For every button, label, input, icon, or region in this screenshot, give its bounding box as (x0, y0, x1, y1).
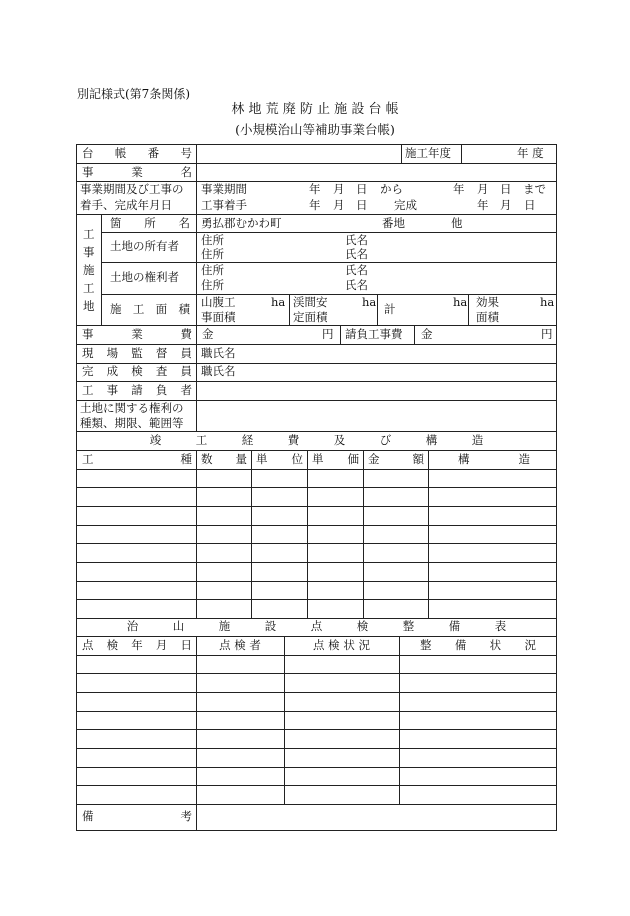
contract-cost-kin: 金 (421, 327, 433, 341)
col-inspection-status: 点 検 状 況 (313, 638, 370, 652)
period-start-year: 年 (309, 182, 321, 196)
supervisor-label: 現 場 監 督 員 (82, 346, 192, 360)
period-start-month: 月 (333, 182, 345, 196)
rights-address-2: 住所 (201, 278, 224, 292)
period-label-2: 着手、完成年月日 (80, 198, 172, 212)
form-note: 別記様式(第7条関係) (77, 87, 190, 101)
contract-cost-label: 請負工事費 (345, 327, 403, 341)
work-year-suffix: 年 度 (517, 146, 544, 160)
form-title: 林 地 荒 廃 防 止 施 設 台 帳 (231, 102, 399, 117)
site-group-char-4: 工 (83, 281, 95, 295)
col-amount: 金 額 (368, 452, 424, 466)
area-effect-label-2: 面積 (476, 310, 499, 324)
period-end-month: 月 (477, 182, 489, 196)
area-stream-label-2: 定面積 (293, 310, 328, 324)
cost-section-title: 竣 工 経 費 及 び 構 造 (149, 433, 484, 447)
period-start-day: 日 (356, 182, 368, 196)
site-group-char-5: 地 (83, 299, 95, 313)
project-cost-label: 事 業 費 (82, 327, 192, 341)
inspection-section-title: 治 山 施 設 点 検 整 備 表 (126, 619, 507, 633)
rights-label-2: 種類、期限、範囲等 (80, 416, 184, 430)
contract-cost-yen: 円 (541, 327, 553, 341)
area-stream-label: 渓間安 (293, 295, 328, 309)
supervisor-value: 職氏名 (201, 346, 236, 360)
area-effect-label: 効果 (476, 295, 499, 309)
work-year-label: 施工年度 (405, 146, 451, 160)
location-label: 箇 所 名 (110, 216, 190, 230)
project-name-label: 事 業 名 (82, 165, 192, 179)
contractor-label: 工 事 請 負 者 (82, 383, 192, 397)
col-work-type: 工 種 (82, 452, 192, 466)
ledger-number-label: 台 帳 番 号 (82, 146, 192, 160)
col-inspector: 点 検 者 (219, 638, 261, 652)
area-hillside-label: 山腹工 (201, 295, 236, 309)
form-subtitle: (小規模治山等補助事業台帳) (235, 122, 395, 137)
site-group-char-1: 工 (83, 227, 95, 241)
kansei-day: 日 (524, 198, 536, 212)
start-month: 月 (333, 198, 345, 212)
start-year: 年 (309, 198, 321, 212)
rights-label-1: 土地に関する権利の (80, 401, 184, 415)
period-made: まで (523, 182, 546, 196)
kansei-month: 月 (500, 198, 512, 212)
owner-name-2: 氏名 (345, 247, 368, 261)
project-cost-kin: 金 (202, 327, 214, 341)
project-cost-yen: 円 (322, 327, 334, 341)
owner-name-1: 氏名 (345, 233, 368, 247)
col-structure: 構 造 (458, 452, 530, 466)
area-label: 施 工 面 積 (110, 302, 190, 316)
site-group-char-3: 施 (83, 263, 95, 277)
col-quantity: 数 量 (201, 452, 247, 466)
inspector-label: 完 成 検 査 員 (82, 364, 192, 378)
start-day: 日 (356, 198, 368, 212)
area-effect-unit: ha (540, 295, 555, 309)
remarks-label: 備 考 (82, 809, 192, 823)
period-end-day: 日 (500, 182, 512, 196)
location-banchi: 番地 (382, 216, 405, 230)
owner-address-2: 住所 (201, 247, 224, 261)
col-inspection-date: 点 検 年 月 日 (82, 638, 192, 652)
col-maintenance-status: 整 備 状 況 (420, 638, 536, 652)
start-line-label: 工事着手 (201, 198, 247, 212)
area-total-unit: ha (453, 295, 468, 309)
rights-name-1: 氏名 (345, 263, 368, 277)
area-total-label: 計 (384, 302, 396, 316)
site-group-char-2: 事 (83, 245, 95, 259)
land-rights-label: 土地の権利者 (110, 270, 179, 284)
rights-address-1: 住所 (201, 263, 224, 277)
inspector-value: 職氏名 (201, 364, 236, 378)
period-kara: から (380, 182, 403, 196)
kansei-year: 年 (477, 198, 489, 212)
area-hillside-label-2: 事面積 (201, 310, 236, 324)
period-label-1: 事業期間及び工事の (80, 182, 184, 196)
area-stream-unit: ha (362, 295, 377, 309)
period-end-year: 年 (453, 182, 465, 196)
land-owner-label: 土地の所有者 (110, 239, 179, 253)
location-value: 勇払郡むかわ町 (201, 216, 282, 230)
rights-name-2: 氏名 (345, 278, 368, 292)
col-unit-price: 単 価 (312, 452, 359, 466)
col-unit: 単 位 (256, 452, 303, 466)
location-hoka: 他 (451, 216, 463, 230)
owner-address-1: 住所 (201, 233, 224, 247)
period-line-label: 事業期間 (201, 182, 247, 196)
kansei-label: 完成 (394, 198, 417, 212)
area-hillside-unit: ha (271, 295, 286, 309)
